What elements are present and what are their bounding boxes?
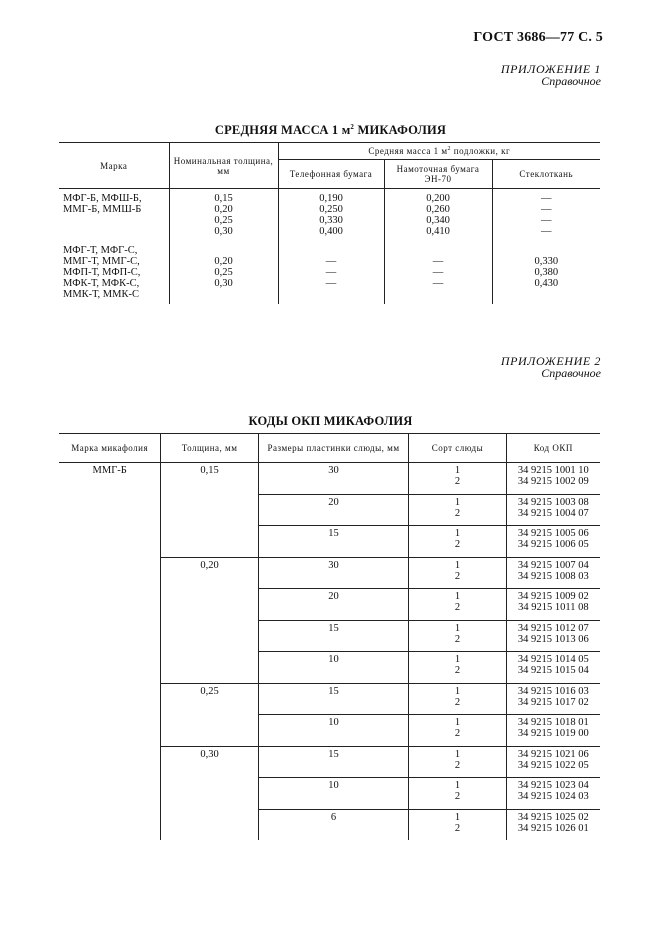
- thickness-cell: 0,20: [161, 557, 259, 589]
- okp-code-cell: [506, 620, 600, 652]
- page-header: ГОСТ 3686—77 С. 5: [473, 30, 603, 45]
- okp-code-cell: [506, 526, 600, 558]
- okp-code-cell: [506, 778, 600, 810]
- mass-cell: 0,380: [534, 267, 559, 278]
- mass-cell: 0,430: [534, 278, 559, 289]
- okp-code: 34 9215 1022 05: [517, 759, 589, 771]
- okp-code: 34 9215 1026 01: [517, 822, 589, 834]
- mass-cell: —: [541, 204, 552, 215]
- size-cell: 10: [258, 652, 408, 684]
- sort-value: 1: [454, 559, 461, 571]
- table-2-title: КОДЫ ОКП МИКАФОЛИЯ: [248, 414, 413, 428]
- table-1-title: СРЕДНЯЯ МАССА 1 $м^2$ МИКАФОЛИЯ: [214, 123, 447, 137]
- appendix-2-subtitle: Справочное: [541, 366, 601, 380]
- size-cell: 20: [258, 589, 408, 621]
- mass-cell: —: [541, 226, 552, 237]
- appendix-2-label: [501, 355, 601, 379]
- sort-value: 2: [454, 822, 461, 834]
- table-row: [59, 463, 600, 495]
- mark-cell: ММК-Т, ММК-С: [63, 289, 139, 300]
- okp-code-cell: [506, 463, 600, 495]
- thickness-cell: [161, 778, 259, 810]
- sort-value: 1: [454, 811, 461, 823]
- table-row: [59, 241, 600, 304]
- mass-cell: 0,400: [319, 226, 343, 237]
- okp-code-cell: [506, 494, 600, 526]
- okp-code: 34 9215 1025 02: [517, 811, 589, 823]
- mark-cell: [59, 557, 161, 589]
- mark-cell: [59, 494, 161, 526]
- okp-code: 34 9215 1007 04: [517, 559, 589, 571]
- okp-code: 34 9215 1002 09: [517, 476, 589, 487]
- thickness-cell: 0,30: [161, 746, 259, 778]
- okp-code: 34 9215 1023 04: [517, 780, 589, 791]
- mass-cell: 0,250: [319, 204, 343, 215]
- thickness-cell: 0,25: [214, 267, 233, 278]
- table-row: [59, 683, 600, 715]
- col-glass-fabric: Стеклоткань: [492, 160, 600, 189]
- sort-value: 1: [454, 748, 461, 760]
- sort-value: 2: [454, 759, 461, 771]
- size-cell: 15: [258, 683, 408, 715]
- sort-cell: [409, 494, 506, 526]
- sort-value: 2: [454, 507, 461, 519]
- size-cell: 10: [258, 778, 408, 810]
- table-row: [59, 652, 600, 684]
- col-plate-size: Размеры пластинки слюды, мм: [258, 434, 408, 463]
- thickness-cell: [161, 715, 259, 747]
- thickness-cell: 0,20: [214, 256, 233, 267]
- col-thickness: Толщина, мм: [161, 434, 259, 463]
- okp-code: 34 9215 1024 03: [517, 791, 589, 802]
- okp-code: 34 9215 1021 06: [517, 748, 589, 760]
- table-row: [59, 526, 600, 558]
- thickness-cell: [161, 526, 259, 558]
- okp-codes-table: [59, 433, 600, 840]
- mass-cell: 0,260: [426, 204, 450, 215]
- mark-cell: МФП-Т, МФП-С,: [63, 267, 141, 278]
- mass-cell: 0,340: [426, 215, 450, 226]
- sort-value: 2: [454, 633, 461, 645]
- mark-cell: [59, 652, 161, 684]
- thickness-cell: [161, 589, 259, 621]
- sort-cell: [409, 463, 506, 495]
- sort-value: 2: [454, 665, 461, 676]
- mark-cell: [59, 746, 161, 778]
- mark-cell: МФК-Т, МФК-С,: [63, 278, 140, 289]
- sort-value: 2: [454, 696, 461, 708]
- mark-cell: ММГ-Б: [92, 465, 127, 476]
- thickness-cell: 0,30: [214, 226, 233, 237]
- mark-cell: МФГ-Б, МФШ-Б,: [63, 193, 142, 204]
- thickness-cell: [161, 494, 259, 526]
- mass-cell: —: [432, 256, 444, 267]
- thickness-cell: [161, 620, 259, 652]
- table-row: [59, 778, 600, 810]
- table-row: [59, 809, 600, 840]
- sort-cell: [409, 557, 506, 589]
- table-row: [59, 620, 600, 652]
- okp-code-cell: [506, 557, 600, 589]
- sort-value: 1: [454, 496, 461, 508]
- thickness-cell: 0,20: [214, 204, 233, 215]
- sort-value: 1: [454, 780, 461, 791]
- col-okp-code: Код ОКП: [506, 434, 600, 463]
- okp-code: 34 9215 1004 07: [517, 507, 589, 519]
- col-winding-paper: Намоточная бумага ЭН-70: [384, 160, 492, 189]
- mark-cell: [59, 809, 161, 840]
- mass-cell: 0,330: [534, 256, 559, 267]
- thickness-cell: 0,30: [214, 278, 233, 289]
- mass-table: [59, 142, 600, 304]
- mass-cell: 0,200: [426, 193, 450, 204]
- sort-value: 2: [454, 602, 461, 613]
- mass-cell: —: [325, 256, 337, 267]
- sort-cell: [409, 778, 506, 810]
- mass-cell: —: [541, 215, 552, 226]
- table-row: [59, 715, 600, 747]
- mark-cell: [59, 526, 161, 558]
- okp-code: 34 9215 1001 10: [517, 465, 589, 476]
- sort-value: 1: [454, 591, 461, 602]
- mass-cell: 0,330: [319, 215, 343, 226]
- col-mark: Марка: [59, 143, 169, 189]
- sort-value: 2: [454, 791, 461, 802]
- col-thickness: Номинальная толщина, мм: [169, 143, 278, 189]
- table-row: [59, 746, 600, 778]
- mass-cell: —: [432, 278, 444, 289]
- thickness-cell: 0,25: [214, 215, 233, 226]
- sort-cell: [409, 589, 506, 621]
- table-row: [59, 494, 600, 526]
- mark-cell: ММГ-Б, ММШ-Б: [63, 204, 142, 215]
- thickness-cell: 0,15: [214, 193, 233, 204]
- okp-code-cell: [506, 683, 600, 715]
- size-cell: 15: [258, 526, 408, 558]
- thickness-cell: 0,25: [161, 683, 259, 715]
- okp-code-cell: [506, 715, 600, 747]
- sort-cell: [409, 683, 506, 715]
- mark-cell: [59, 620, 161, 652]
- okp-code: 34 9215 1009 02: [517, 591, 589, 602]
- mark-cell: МФГ-Т, МФГ-С,: [63, 245, 138, 256]
- mass-cell: —: [325, 267, 337, 278]
- table-row: [59, 589, 600, 621]
- table-row: [59, 557, 600, 589]
- sort-cell: [409, 809, 506, 840]
- size-cell: 15: [258, 620, 408, 652]
- sort-cell: [409, 652, 506, 684]
- sort-value: 1: [454, 528, 461, 539]
- thickness-cell: [161, 652, 259, 684]
- appendix-2-title: ПРИЛОЖЕНИЕ 2: [500, 354, 601, 368]
- sort-value: 2: [454, 728, 461, 739]
- okp-code: 34 9215 1019 00: [517, 728, 589, 739]
- okp-code-cell: [506, 589, 600, 621]
- appendix-1-label: [501, 63, 601, 87]
- sort-value: 1: [454, 465, 461, 476]
- col-mica-sort: Сорт слюды: [409, 434, 506, 463]
- okp-code: 34 9215 1006 05: [517, 539, 589, 550]
- table-row: [59, 189, 600, 242]
- thickness-cell: 0,15: [161, 463, 259, 495]
- okp-code: 34 9215 1013 06: [517, 633, 589, 645]
- size-cell: 30: [258, 557, 408, 589]
- mark-cell: [59, 715, 161, 747]
- sort-cell: [409, 620, 506, 652]
- okp-code: 34 9215 1016 03: [517, 685, 589, 697]
- okp-code: 34 9215 1011 08: [518, 602, 589, 613]
- col-mark: Марка микафолия: [59, 434, 161, 463]
- size-cell: 10: [258, 715, 408, 747]
- okp-code: 34 9215 1012 07: [517, 622, 589, 634]
- sort-cell: [409, 715, 506, 747]
- okp-code: 34 9215 1008 03: [517, 570, 589, 582]
- okp-code: 34 9215 1005 06: [517, 528, 589, 539]
- sort-value: 1: [454, 717, 461, 728]
- okp-code-cell: [506, 652, 600, 684]
- sort-cell: [409, 746, 506, 778]
- okp-code: 34 9215 1017 02: [517, 696, 589, 708]
- sort-value: 2: [454, 539, 461, 550]
- mass-cell: 0,410: [426, 226, 450, 237]
- sort-value: 2: [454, 476, 461, 487]
- size-cell: 15: [258, 746, 408, 778]
- okp-code: 34 9215 1003 08: [517, 496, 589, 508]
- okp-code: 34 9215 1018 01: [517, 717, 589, 728]
- okp-code: 34 9215 1014 05: [517, 654, 589, 665]
- col-phone-paper: Телефонная бумага: [278, 160, 384, 189]
- appendix-1-subtitle: Справочное: [541, 74, 601, 88]
- sort-cell: [409, 526, 506, 558]
- mass-cell: —: [325, 278, 337, 289]
- mass-cell: 0,190: [319, 193, 343, 204]
- mark-cell: [59, 589, 161, 621]
- mark-cell: ММГ-Т, ММГ-С,: [63, 256, 140, 267]
- thickness-cell: [161, 809, 259, 840]
- appendix-1-title: ПРИЛОЖЕНИЕ 1: [500, 62, 601, 76]
- col-mass-group: Средняя масса 1 $м^2$ подложки, кг: [278, 143, 600, 160]
- okp-code-cell: [506, 746, 600, 778]
- mass-cell: —: [541, 193, 552, 204]
- sort-value: 2: [454, 570, 461, 582]
- size-cell: 30: [258, 463, 408, 495]
- sort-value: 1: [454, 622, 461, 634]
- sort-value: 1: [454, 654, 461, 665]
- mark-cell: [59, 683, 161, 715]
- mass-cell: —: [432, 267, 444, 278]
- okp-code: 34 9215 1015 04: [517, 665, 589, 676]
- size-cell: 20: [258, 494, 408, 526]
- mark-cell: [59, 778, 161, 810]
- okp-code-cell: [506, 809, 600, 840]
- size-cell: 6: [258, 809, 408, 840]
- sort-value: 1: [454, 685, 461, 697]
